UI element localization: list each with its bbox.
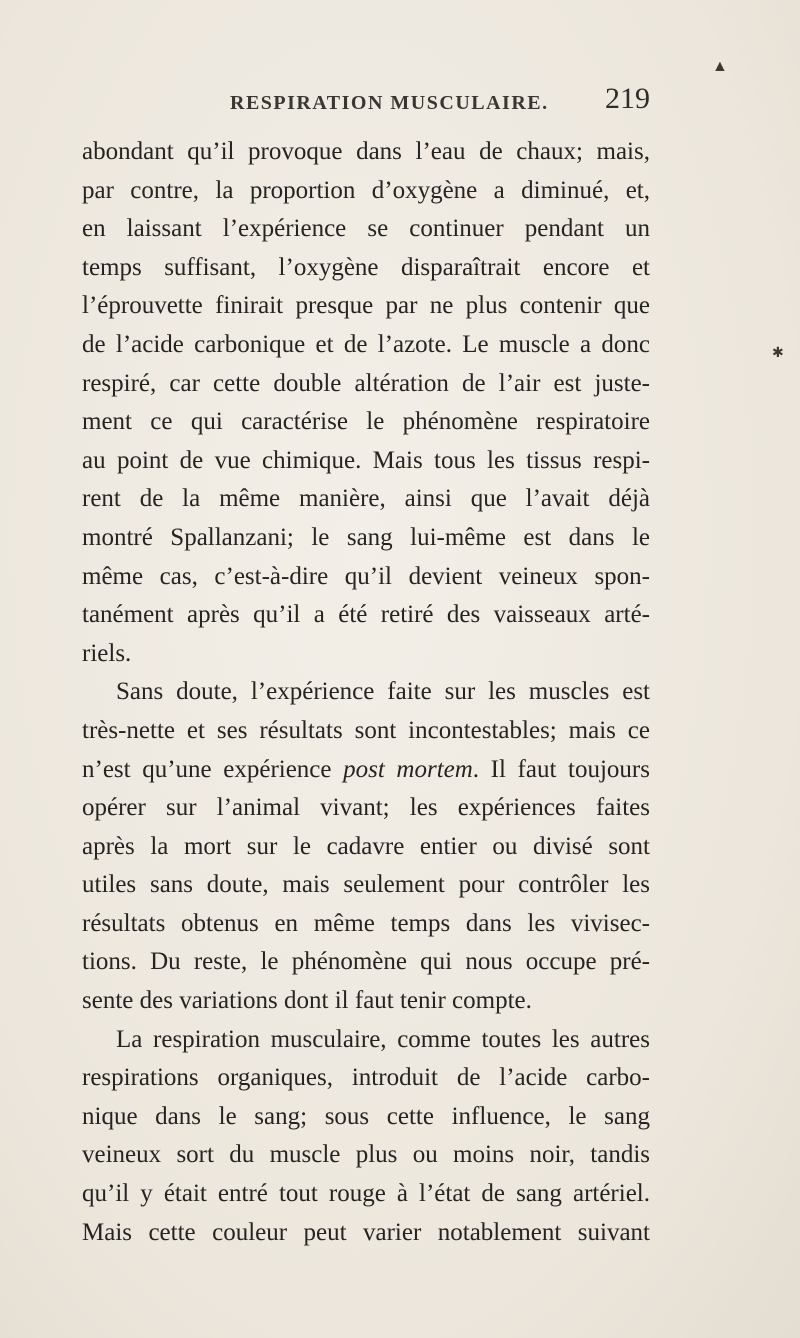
text-line: Sans doute, l’expérience faite sur les muscles est <box>116 678 650 706</box>
text-line: qu’il y était entré tout rouge à l’état de sang artériel. <box>82 1180 650 1208</box>
running-head: RESPIRATION MUSCULAIRE. <box>230 92 549 114</box>
ink-speck-mark: ✱ <box>772 346 784 361</box>
text-line: après la mort sur le cadavre entier ou divisé sont <box>82 832 650 860</box>
text-line: abondant qu’il provoque dans l’eau de chaux; mais, <box>82 138 650 165</box>
text-line: tanément après qu’il a été retiré des vaisseaux arté- <box>82 601 650 629</box>
text-line: au point de vue chimique. Mais tous les tissus respi- <box>82 446 650 474</box>
text-line: opérer sur l’animal vivant; les expériences faites <box>82 794 650 822</box>
text-line: respirations organiques, introduit de l’acide carbo- <box>82 1064 650 1092</box>
text-line: respiré, car cette double altération de l’air est juste- <box>82 369 650 397</box>
page-header <box>80 82 650 122</box>
text-line: montré Spallanzani; le sang lui-même est dans le <box>82 523 650 551</box>
text-line: l’éprouvette finirait presque par ne plus contenir que <box>82 292 650 320</box>
text-line: très-nette et ses résultats sont incontestables; mais ce <box>82 716 650 744</box>
text-line: utiles sans doute, mais seulement pour contrôler les <box>82 871 650 899</box>
italic-phrase: post mortem <box>343 755 473 783</box>
text-line: Mais cette couleur peut varier notablement suivant <box>82 1218 650 1246</box>
text-line: résultats obtenus en même temps dans les vivisec- <box>82 909 650 937</box>
text-line: de l’acide carbonique et de l’azote. Le muscle a donc <box>82 330 650 358</box>
text-line: La respiration musculaire, comme toutes les autres <box>116 1025 650 1053</box>
text-line: sente des variations dont il faut tenir compte. <box>82 987 532 1015</box>
text-line: par contre, la proportion d’oxygène a diminué, et, <box>82 176 650 204</box>
text-line: même cas, c’est-à-dire qu’il devient veineux spon- <box>82 562 650 590</box>
text-line: ment ce qui caractérise le phénomène respiratoire <box>82 408 650 436</box>
ink-blot-mark: ▲ <box>712 58 728 75</box>
text-line: tions. Du reste, le phénomène qui nous occupe pré- <box>82 948 650 976</box>
text-line: rent de la même manière, ainsi que l’avait déjà <box>82 485 650 513</box>
text-line: veineux sort du muscle plus ou moins noir, tandis <box>82 1141 650 1169</box>
text-line: temps suffisant, l’oxygène disparaîtrait encore et <box>82 253 650 281</box>
text-line: en laissant l’expérience se continuer pendant un <box>82 215 650 243</box>
text-line: nique dans le sang; sous cette influence, le sang <box>82 1102 650 1130</box>
body-text <box>82 133 650 1252</box>
text-line: n’est qu’une expérience post mortem. Il faut toujours <box>82 755 650 783</box>
text-line: riels. <box>82 639 132 667</box>
page-number: 219 <box>605 82 650 115</box>
